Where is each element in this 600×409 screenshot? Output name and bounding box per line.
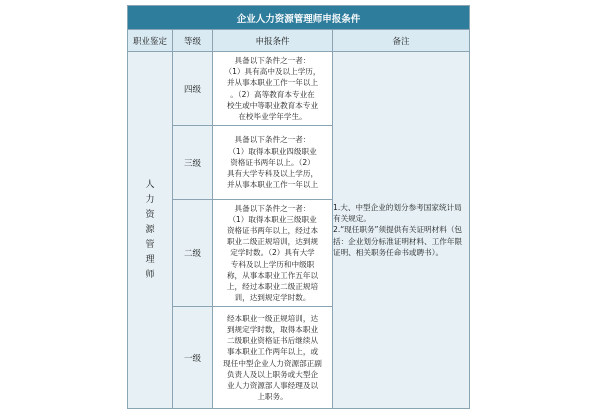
- condition-line: 并从事本职业工作一年以上: [226, 180, 319, 190]
- condition-line: 具有大学专科及以上学历，: [226, 169, 319, 179]
- header-occupation: 职业鉴定: [128, 30, 173, 52]
- occupation-char: 力: [145, 194, 155, 205]
- condition-line: 专科及以上学历和中级职: [230, 259, 315, 269]
- grade-cell: 二级: [173, 200, 213, 307]
- condition-line: 业人力资源部人事经理及以: [226, 380, 319, 390]
- header-row: [128, 30, 470, 52]
- condition-line: 。（2）高等教育本专业在: [230, 89, 315, 99]
- condition-line: 上，经过本职业二级正规培: [226, 282, 319, 291]
- condition-line: （1）取得本职业四级职业: [228, 146, 317, 156]
- note-item: 2.“现任职务”须提供有关证明材料（包括：企业划分标准证明材料、工作年限证明、相关职务任命书或聘书）。: [333, 225, 463, 257]
- grade-cell: 一级: [173, 307, 213, 409]
- condition-line: 二级职业资格证书后继续从: [226, 336, 319, 346]
- conditions-cell: [213, 200, 333, 307]
- occupation-cell: [128, 52, 173, 409]
- condition-line: 负责人及以上职务或大型企: [226, 369, 319, 379]
- condition-line: 具备以下条件之一者：: [234, 203, 311, 213]
- condition-line: 校生或中等职业教育本专业: [226, 100, 319, 110]
- conditions-cell: [213, 52, 333, 126]
- condition-line: 事本职业工作两年以上，或: [226, 347, 319, 357]
- occupation-char: 源: [145, 224, 155, 235]
- condition-line: （1）具有高中及以上学历，: [224, 67, 321, 77]
- condition-line: 称，从事本职业工作五年以: [226, 270, 319, 280]
- condition-line: 到规定学时数，取得本职业: [226, 324, 319, 334]
- condition-line: 职业二级正规培训，达到规: [226, 237, 319, 247]
- occupation-char: 资: [145, 209, 155, 220]
- grade-cell: 四级: [173, 52, 213, 126]
- table-row: [128, 52, 470, 126]
- grade-cell: 三级: [173, 126, 213, 200]
- header-notes: 备注: [333, 30, 470, 52]
- condition-line: 定学时数。（2）具有大学: [230, 248, 315, 258]
- notes-cell: [333, 52, 470, 409]
- condition-line: 现任中型企业人力资源部正副: [223, 358, 322, 368]
- occupation-char: 人: [145, 179, 155, 190]
- title-row: [128, 6, 470, 30]
- occupation-char: 管: [145, 239, 155, 250]
- occupation-char: 师: [145, 269, 155, 280]
- condition-line: 训，达到规定学时数。: [234, 293, 311, 303]
- header-conditions: 申报条件: [213, 30, 333, 52]
- condition-line: 并从事本职业工作一年以上: [226, 78, 319, 88]
- condition-line: 具备以下条件之一者：: [234, 135, 311, 145]
- condition-line: 资格证书两年以上。（2）: [230, 157, 315, 167]
- condition-line: （1）取得本职业三级职业: [228, 214, 317, 224]
- note-item: 1.大、中型企业的划分参考国家统计局有关规定。: [333, 202, 462, 224]
- header-grade: 等级: [173, 30, 213, 52]
- requirements-table: [127, 5, 470, 409]
- conditions-cell: [213, 307, 333, 409]
- table-title: 企业人力资源管理师申报条件: [128, 6, 470, 30]
- condition-line: 经本职业一级正规培训，达: [226, 313, 319, 323]
- condition-line: 具备以下条件之一者：: [234, 55, 311, 65]
- condition-line: 资格证书两年以上，经过本: [226, 225, 319, 235]
- condition-line: 上职务。: [257, 392, 288, 402]
- occupation-char: 理: [145, 254, 155, 265]
- conditions-cell: [213, 126, 333, 200]
- condition-line: 在校毕业学年学生。: [238, 111, 307, 121]
